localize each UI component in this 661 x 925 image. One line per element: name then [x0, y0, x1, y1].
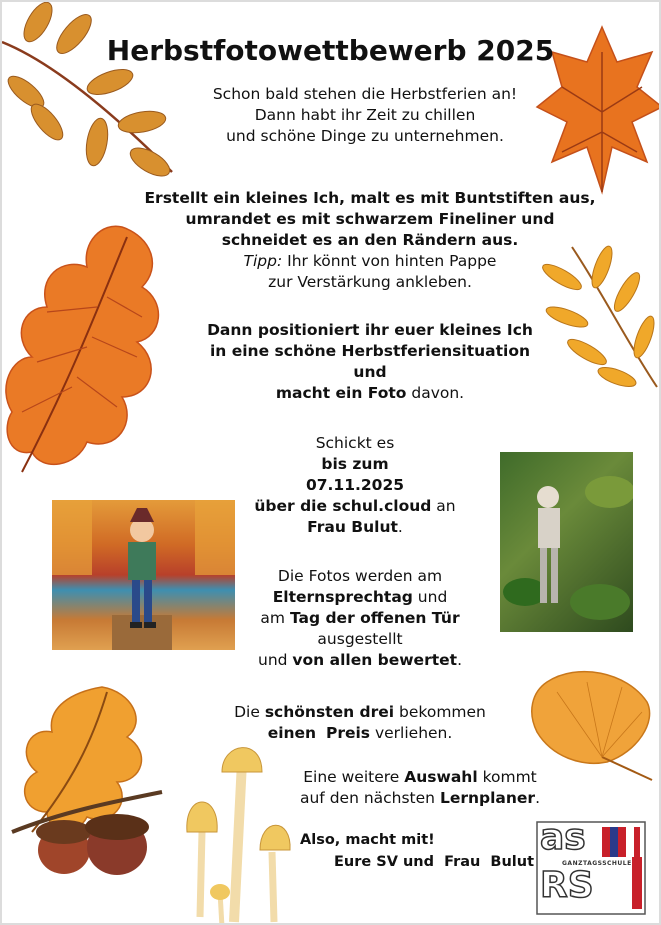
send-line-5: Frau Bulut. [307, 518, 403, 536]
task-tipp-line: Tipp: Ihr könnt von hinten Pappe [243, 252, 497, 270]
task-line-1: Erstellt ein kleines Ich, malt es mit Buntstiften aus, [144, 189, 596, 207]
exhibit-line-2: Elternsprechtag und [272, 588, 448, 606]
ginkgo-leaf-right-illustration [527, 662, 659, 782]
school-logo-side-text: GANZTAGSSCHULE [562, 860, 632, 867]
prize-line-2: einen Preis verliehen. [267, 724, 453, 742]
intro-line-1: Schon bald stehen die Herbstferien an! [212, 85, 518, 103]
autumn-branch-top-left-illustration [2, 2, 182, 192]
position-line-3: und [353, 363, 387, 381]
send-date: 07.11.2025 [305, 476, 405, 494]
intro-line-3: und schöne Dinge zu unternehmen. [226, 127, 504, 145]
prize-line-1: Die schönsten drei bekommen [234, 703, 486, 721]
exhibit-text [240, 566, 480, 671]
exhibit-line-5: und von allen bewertet. [258, 651, 462, 669]
exhibit-line-4: ausgestellt [317, 630, 403, 648]
send-text [230, 433, 480, 538]
send-line-1: Schickt es [315, 434, 395, 452]
mushrooms-illustration [172, 732, 297, 923]
exhibit-line-1: Die Fotos werden am [277, 567, 443, 585]
planner-line-1: Eine weitere Auswahl kommt [303, 768, 537, 786]
task-line-2: umrandet es mit schwarzem Fineliner und [185, 210, 555, 228]
task-line-3: schneidet es an den Rändern aus. [221, 231, 519, 249]
flyer-page [2, 2, 659, 923]
drawn-figure-autumn-photo [52, 500, 235, 650]
position-line-2: in eine schöne Herbstferiensituation [209, 342, 531, 360]
closing-line-1: Also, macht mit! [300, 832, 435, 848]
planner-text [240, 767, 600, 809]
send-line-2: bis zum [321, 455, 389, 473]
school-logo-text-top: as [540, 817, 586, 858]
intro-text [180, 84, 550, 147]
position-text [180, 320, 560, 404]
prize-text [230, 702, 490, 744]
page-title: Herbstfotowettbewerb 2025 [106, 34, 555, 67]
closing-line-2: Eure SV und Frau Bulut [334, 854, 535, 870]
exhibit-line-3: am Tag der offenen Tür [260, 609, 460, 627]
task-line-5: zur Verstärkung ankleben. [268, 273, 472, 291]
task-text [130, 188, 610, 293]
closing-text [300, 829, 540, 873]
position-line-1: Dann positioniert ihr euer kleines Ich [207, 321, 533, 339]
cutout-figure-nature-photo [500, 452, 633, 632]
planner-line-2: auf den nächsten Lernplaner. [299, 789, 541, 807]
oak-leaf-acorns-bottom-left-illustration [2, 682, 172, 892]
position-line-4: macht ein Foto davon. [275, 384, 465, 402]
intro-line-2: Dann habt ihr Zeit zu chillen [254, 106, 476, 124]
school-logo-text-bottom: RS [540, 865, 594, 906]
send-line-4: über die schul.cloud an [254, 497, 456, 515]
